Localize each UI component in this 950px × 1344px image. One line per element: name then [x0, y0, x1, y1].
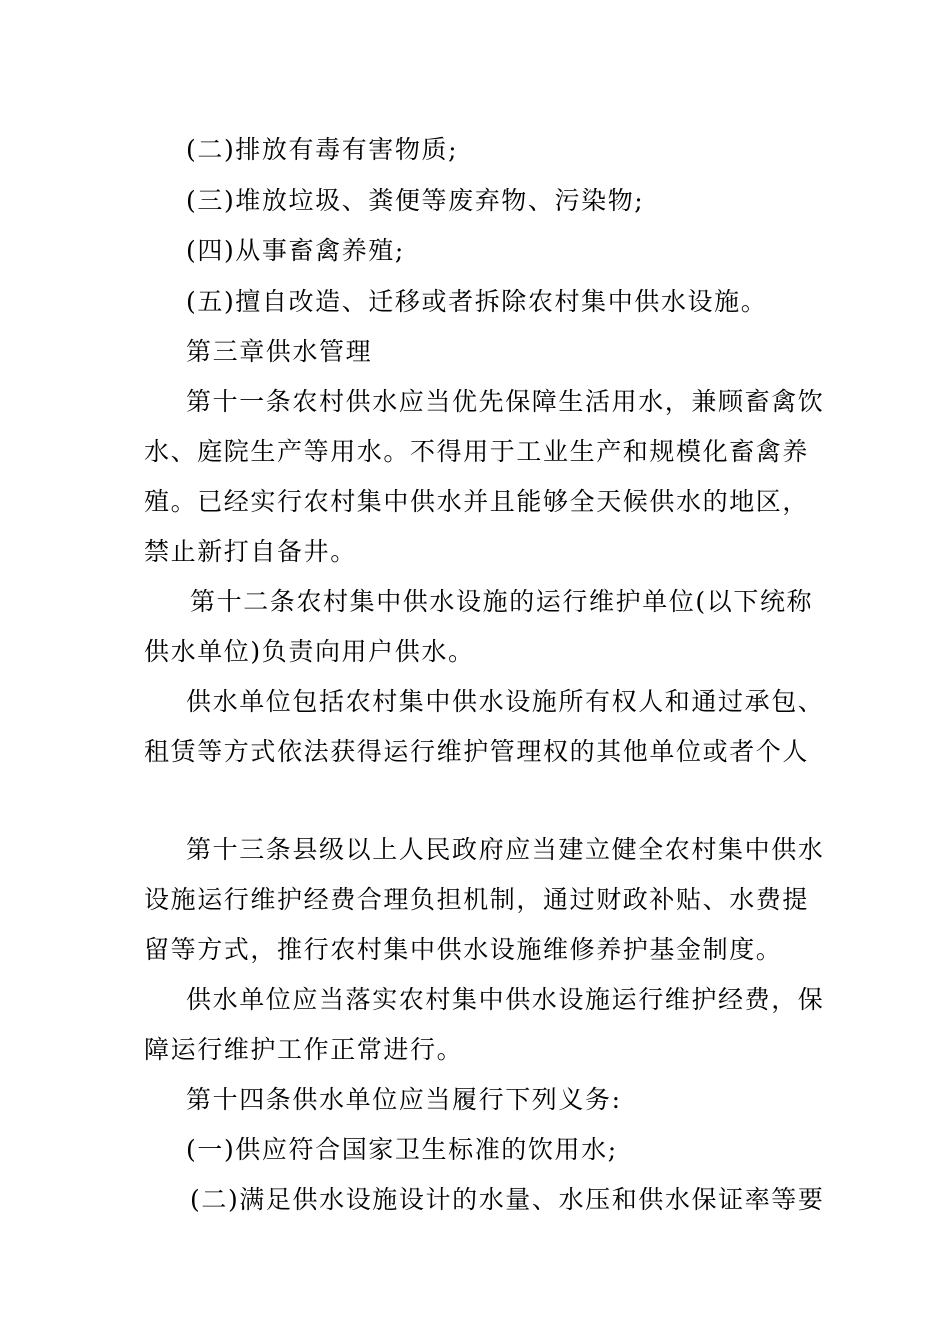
- text-line: 第十二条农村集中供水设施的运行维护单位(以下统称: [190, 587, 814, 616]
- text-line: (四)从事畜禽养殖;: [186, 236, 405, 265]
- text-line: (二)满足供水设施设计的水量、水压和供水保证率等要: [190, 1185, 825, 1214]
- text-line: (一)供应符合国家卫生标准的饮用水;: [186, 1135, 618, 1164]
- text-line: 设施运行维护经费合理负担机制，通过财政补贴、水费提: [144, 885, 810, 914]
- text-line: 留等方式，推行农村集中供水设施维修养护基金制度。: [144, 935, 783, 964]
- chapter-heading: 第三章供水管理: [186, 337, 373, 366]
- text-line: 禁止新打自备井。: [144, 537, 357, 566]
- text-line: 障运行维护工作正常进行。: [144, 1035, 464, 1064]
- text-line: 第十四条供水单位应当履行下列义务:: [186, 1085, 622, 1114]
- text-line: 水、庭院生产等用水。不得用于工业生产和规模化畜禽养: [144, 437, 810, 466]
- text-line: 第十三条县级以上人民政府应当建立健全农村集中供水: [186, 835, 825, 864]
- text-line: 第十一条农村供水应当优先保障生活用水，兼顾畜禽饮: [186, 387, 825, 416]
- text-line: 供水单位应当落实农村集中供水设施运行维护经费，保: [186, 985, 825, 1014]
- text-line: 供水单位)负责向用户供水。: [144, 637, 475, 666]
- text-line: 殖。已经实行农村集中供水并且能够全天候供水的地区，: [144, 487, 810, 516]
- text-line: (二)排放有毒有害物质;: [186, 135, 459, 164]
- text-line: (三)堆放垃圾、粪便等废弃物、污染物;: [186, 186, 645, 215]
- text-line: 供水单位包括农村集中供水设施所有权人和通过承包、: [186, 687, 825, 716]
- text-line: (五)擅自改造、迁移或者拆除农村集中供水设施。: [186, 287, 768, 316]
- text-line: 租赁等方式依法获得运行维护管理权的其他单位或者个人: [144, 737, 810, 766]
